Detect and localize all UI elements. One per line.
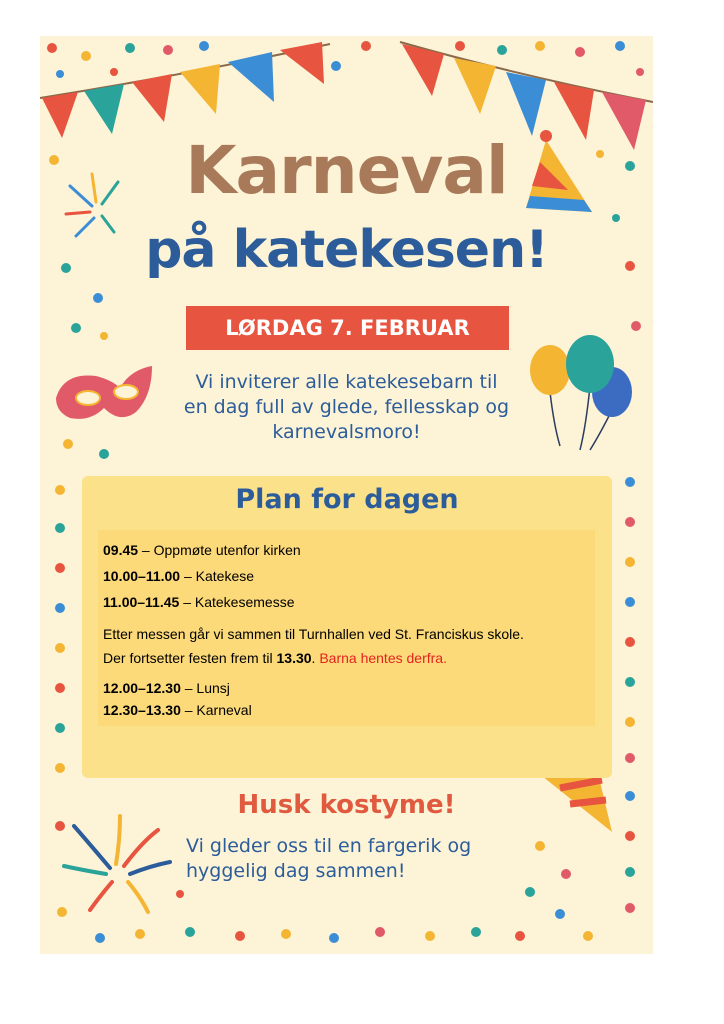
outro-text <box>186 834 506 884</box>
note-end: . <box>311 650 316 666</box>
intro-line: en dag full av glede, fellesskap og <box>183 396 510 418</box>
schedule-time: 10.00–11.00 <box>103 568 181 584</box>
pickup-note: Barna hentes derfra. <box>319 650 447 666</box>
note-line <box>103 650 447 666</box>
outro-line: Vi gleder oss til en fargerik og <box>186 835 472 857</box>
intro-line: karnevalsmoro! <box>272 421 421 443</box>
schedule-text: – Katekese <box>180 568 255 584</box>
fireworks-icon <box>64 816 170 912</box>
schedule-item <box>103 594 294 610</box>
date-banner: LØRDAG 7. FEBRUAR <box>186 306 509 350</box>
schedule-text: – Karneval <box>180 702 252 718</box>
intro-line: Vi inviterer alle katekesebarn til <box>195 371 498 393</box>
plan-box <box>82 476 612 778</box>
schedule-time: 11.00–11.45 <box>103 594 180 610</box>
schedule-time: 12.00–12.30 <box>103 680 181 696</box>
schedule-item <box>103 542 301 558</box>
schedule-item <box>103 568 254 584</box>
plan-title: Plan for dagen <box>235 484 459 515</box>
note-line: Etter messen går vi sammen til Turnhallen ved St. Franciskus skole. <box>103 626 524 642</box>
plan-schedule <box>98 530 595 726</box>
outro-line: hyggelig dag sammen! <box>186 860 406 882</box>
schedule-time: 09.45 <box>103 542 139 558</box>
balloons-icon <box>530 335 632 450</box>
schedule-text: – Oppmøte utenfor kirken <box>138 542 301 558</box>
note-time: 13.30 <box>276 650 312 666</box>
schedule-item <box>103 680 230 696</box>
reminder-heading: Husk kostyme! <box>237 790 456 820</box>
note-text: Der fortsetter festen frem til <box>103 650 277 666</box>
schedule-text: – Katekesemesse <box>179 594 295 610</box>
schedule-time: 12.30–13.30 <box>103 702 181 718</box>
schedule-item <box>103 702 252 718</box>
title-katekesen: på katekesen! <box>145 220 548 280</box>
title-karneval: Karneval <box>185 132 508 209</box>
schedule-text: – Lunsj <box>180 680 230 696</box>
carnival-mask-icon <box>56 366 152 419</box>
intro-text <box>160 370 533 445</box>
poster <box>40 36 653 954</box>
